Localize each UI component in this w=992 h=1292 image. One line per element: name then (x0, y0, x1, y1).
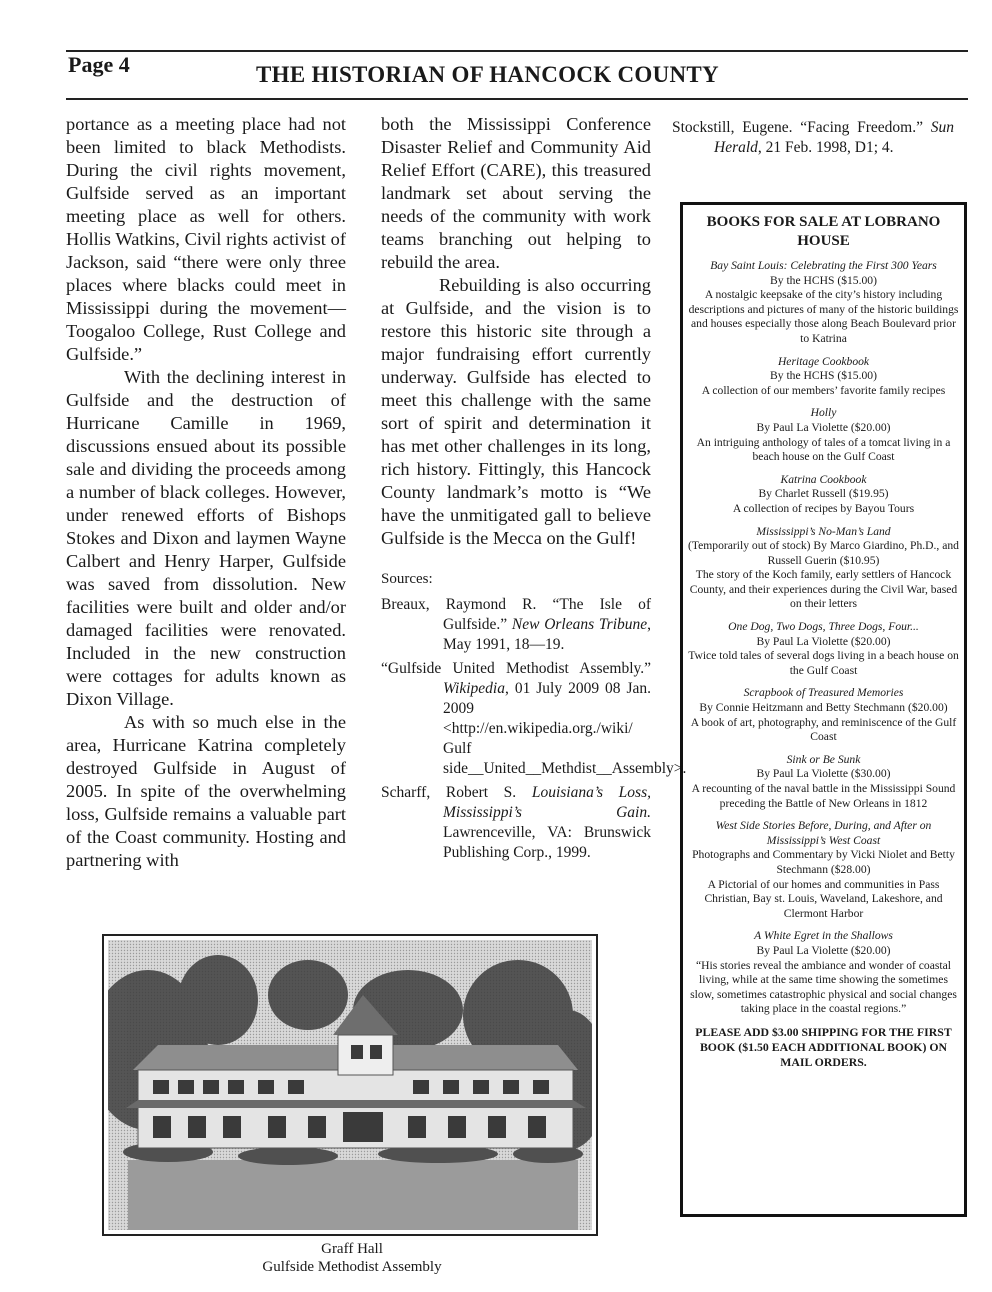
book-title: Scrapbook of Treasured Memories (743, 686, 904, 700)
books-box-title: BOOKS FOR SALE AT LOBRANO HOUSE (706, 214, 941, 249)
book-byline: By Paul La Violette ($30.00) (756, 767, 891, 781)
book-title: A White Egret in the Shallows (754, 929, 893, 943)
book-title: Katrina Cookbook (780, 472, 867, 486)
ref-title: Louisiana’s Loss, Mississippi’s Gain. (443, 784, 651, 821)
shipping-note: PLEASE ADD $3.00 SHIPPING FOR THE FIRST BOOK ($1.50 EACH ADDITIONAL BOOK) ON MAIL ORDERS. (695, 1024, 952, 1069)
books-for-sale-box (680, 202, 967, 1217)
book-byline: By Paul La Violette ($20.00) (756, 420, 891, 434)
caption-subtitle: Gulfside Methodist Assembly (262, 1259, 442, 1275)
ref-title: New Orleans Tribune (511, 616, 648, 633)
book-description: A nostalgic keepsake of the city’s history including descriptions and pictures of many of the historic buildings and houses especially those along Beach Boulevard prior to Katrina (688, 288, 959, 345)
book-title: Bay Saint Louis: Celebrating the First 300 Years (710, 259, 937, 272)
ref-lead: Scharff, Robert S. (381, 784, 532, 801)
ref-tail: , 21 Feb. 1998, D1; 4. (757, 139, 894, 156)
paragraph: Rebuilding is also occurring at Gulfside, and the vision is to restore this historic site through a major fundraising effort currently underway. Gulfside has elected to meet this challenge with the same sort of spirit and determination it has met other challenges in its long, rich history. Fittingly, this Hancock County landmark’s motto is “We have the unmitigated gall to believe Gulfside is the Mecca on the Gulf! (381, 275, 651, 548)
ref-tail: , 01 July 2009 08 Jan. 2009 <http://en.wikipedia.org./wiki/ Gulf side__United__Methdist__Assembly>. (443, 680, 687, 777)
ref-tail: , May 1991, 18—19. (443, 616, 651, 653)
ref-lead: Stockstill, Eugene. “Facing Freedom.” (672, 119, 931, 136)
book-listing (687, 929, 960, 1017)
ref-lead: Breaux, Raymond R. “The Isle of Gulfside.” (381, 596, 651, 633)
caption-title: Graff Hall (321, 1241, 383, 1257)
book-listing (687, 819, 960, 921)
book-description: The story of the Koch family, early settlers of Hancock County, and their experiences during the Civil War, based on their letters (689, 568, 958, 611)
masthead-title: THE HISTORIAN OF HANCOCK COUNTY (256, 62, 719, 87)
graff-hall-photo (108, 940, 592, 1230)
book-byline: By Paul La Violette ($20.00) (756, 634, 891, 648)
paragraph: As with so much else in the area, Hurricane Katrina completely destroyed Gulfside in August of 2005. In spite of the overwhelming loss, Gulfside remains a valuable part of the Coast community. Hosting and partnering with (66, 712, 346, 870)
book-description: A recounting of the naval battle in the Mississippi Sound preceding the Battle of New Orleans in 1812 (691, 782, 956, 810)
book-title: Mississippi’s No-Man’s Land (756, 524, 891, 538)
book-listing (687, 753, 960, 811)
source-reference (381, 659, 687, 779)
article-column-1 (66, 113, 346, 872)
book-byline: By the HCHS ($15.00) (770, 273, 877, 287)
photo-caption (102, 1240, 602, 1276)
ref-title: Sun Herald (714, 119, 954, 156)
photo-frame (102, 934, 598, 1236)
book-description: “His stories reveal the ambiance and wonder of coastal living, while at the same time showing the sometimes slow, sometimes catastrophic physical and social changes taking place in the coastal regions.” (690, 958, 957, 1016)
book-description: A book of art, photography, and reminiscence of the Gulf Coast (690, 715, 957, 744)
book-listing (687, 525, 960, 613)
book-listing (687, 620, 960, 678)
paragraph: portance as a meeting place had not been limited to black Methodists. During the civil rights movement, Gulfside served as an important meeting place as well for others. Hollis Watkins, Civil rights activist of Jackson, said “there were only three places where blacks could meet in Mississippi during the movement—Toogaloo College, Rust College and Gulfside.” (66, 114, 346, 364)
book-title: West Side Stories Before, During, and After on Mississippi’s West Coast (715, 819, 932, 847)
book-title: Sink or Be Sunk (786, 752, 861, 766)
book-byline: By the HCHS ($15.00) (770, 369, 877, 383)
book-description: An intriguing anthology of tales of a tomcat living in a beach house on the Gulf Coast (696, 435, 951, 464)
ref-lead: “Gulfside United Methodist Assembly.” (381, 660, 651, 677)
book-listing (687, 406, 960, 464)
page-number: Page 4 (68, 52, 130, 77)
ref-title: Wikipedia (443, 680, 505, 697)
source-reference (672, 118, 954, 158)
source-reference (381, 595, 651, 655)
book-listing (687, 355, 960, 399)
book-byline: By Connie Heitzmann and Betty Stechmann ($20.00) (699, 701, 948, 715)
book-description: A collection of our members’ favorite family recipes (701, 383, 946, 397)
paragraph: With the declining interest in Gulfside and the destruction of Hurricane Camille in 1969, discussions ensued about its possible sale and dividing the proceeds among a number of black colleges. However, under renewed efforts of Bishops Stokes and Dixon and laymen Wayne Calbert and Henry Harper, Gulfside was saved from dissolution. New facilities were built and older and/or damaged facilities were renovated. Included in the new construction were cottages for adults known as Dixon Village. (66, 367, 346, 709)
sources-heading: Sources: (381, 571, 433, 587)
book-description: Twice told tales of several dogs living in a beach house on the Gulf Coast (688, 649, 959, 677)
book-title: Holly (810, 406, 837, 420)
paragraph: both the Mississippi Conference Disaster Relief and Community Aid Relief Effort (CARE), this treasured landmark set about serving the needs of the community with work teams branching out helping to rebuild the area. (381, 114, 651, 272)
book-byline: (Temporarily out of stock) By Marco Giardino, Ph.D., and Russell Guerin ($10.95) (688, 539, 959, 567)
top-rule (66, 50, 968, 52)
article-column-2 (381, 113, 687, 863)
book-listing (687, 473, 960, 517)
book-listing (687, 686, 960, 744)
book-byline: Photographs and Commentary by Vicki Niolet and Betty Stechmann ($28.00) (692, 848, 955, 876)
book-title: Heritage Cookbook (777, 354, 870, 368)
book-title: One Dog, Two Dogs, Three Dogs, Four... (728, 620, 919, 634)
book-byline: By Charlet Russell ($19.95) (758, 487, 889, 501)
book-byline: By Paul La Violette ($20.00) (756, 943, 891, 957)
source-reference (381, 783, 651, 863)
book-description: A collection of recipes by Bayou Tours (732, 501, 915, 515)
ref-tail: Lawrenceville, VA: Brunswick Publishing Corp., 1999. (443, 824, 651, 861)
book-description: A Pictorial of our homes and communities in Pass Christian, Bay st. Louis, Waveland, Lakeshore, and Clermont Harbor (704, 877, 943, 920)
book-listing (687, 259, 960, 347)
header-rule (66, 98, 968, 100)
